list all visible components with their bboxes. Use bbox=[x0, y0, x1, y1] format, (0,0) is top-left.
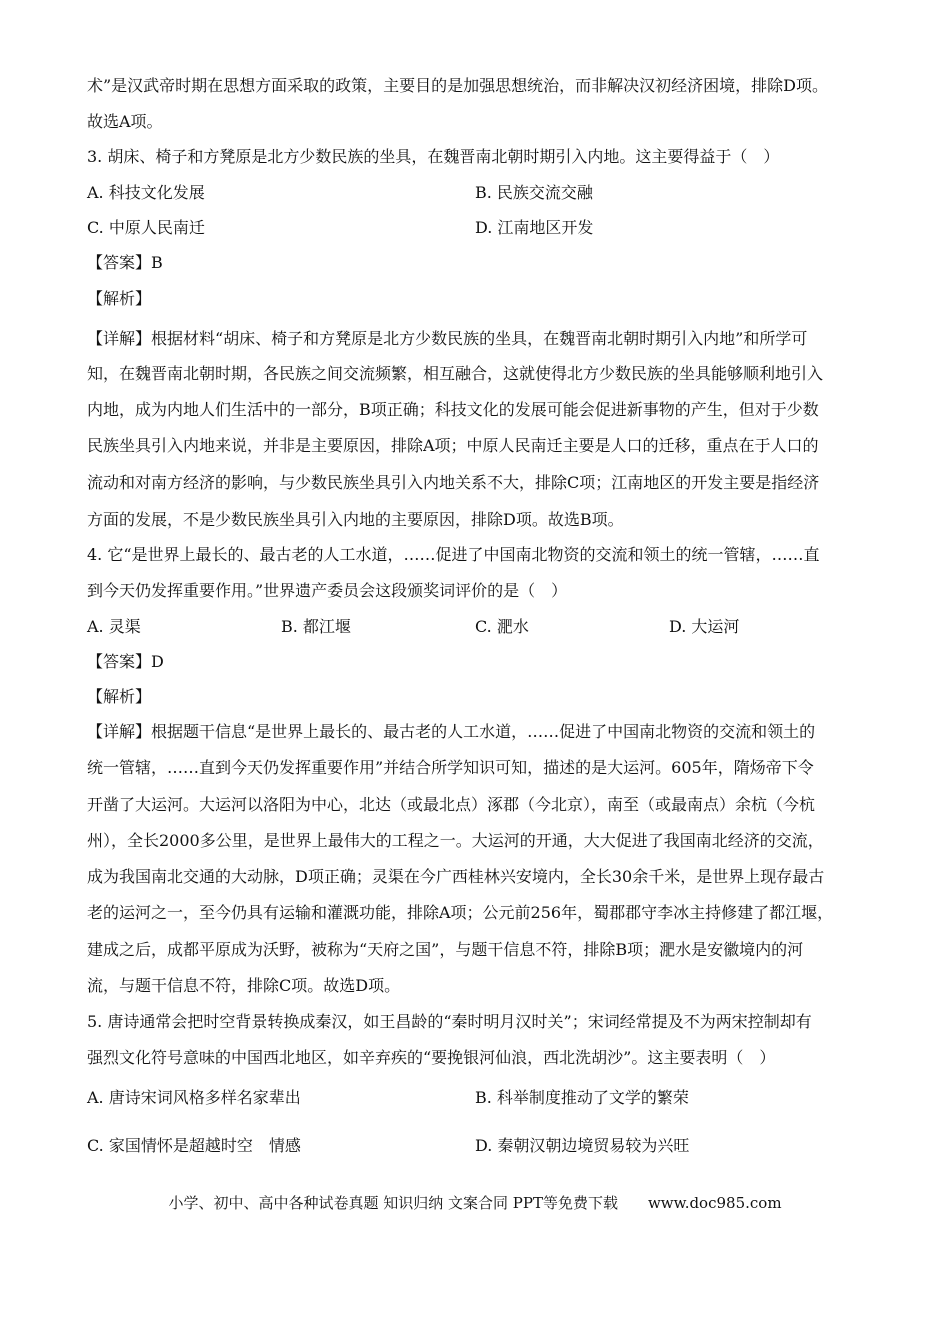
q4-detail-line: 流，与题干信息不符，排除C项。故选D项。 bbox=[87, 976, 401, 995]
q4-answer: 【答案】D bbox=[87, 652, 164, 671]
q4-detail-line: 建成之后，成都平原成为沃野，被称为“天府之国”，与题干信息不符，排除B项；淝水是安徽境内的河 bbox=[87, 940, 804, 959]
q4-detail-line: 老的运河之一，至今仍具有运输和灌溉功能，排除A项；公元前256年，蜀郡郡守李冰主持修建了都江堰， bbox=[87, 903, 834, 922]
q5-option-d: D. 秦朝汉朝边境贸易较为兴旺 bbox=[475, 1136, 690, 1155]
q3-detail-line: 流动和对南方经济的影响，与少数民族坐具引入内地关系不大，排除C项；江南地区的开发主要是指经济 bbox=[87, 473, 820, 492]
q4-stem-line-1: 4. 它“是世界上最长的、最古老的人工水道，……促进了中国南北物资的交流和领土的统一管辖，……直 bbox=[87, 545, 820, 564]
q5-option-b: B. 科举制度推动了文学的繁荣 bbox=[475, 1088, 689, 1107]
q4-detail-line: 州），全长2000多公里，是世界上最伟大的工程之一。大运河的开通，大大促进了我国南北经济的交流， bbox=[87, 831, 824, 850]
q3-option-c: C. 中原人民南迁 bbox=[87, 218, 205, 237]
prev-analysis-line-1: 术”是汉武帝时期在思想方面采取的政策，主要目的是加强思想统治，而非解决汉初经济困境，排除D项。 bbox=[87, 76, 829, 95]
q5-stem-line-2: 强烈文化符号意味的中国西北地区，如辛弃疾的“要挽银河仙浪，西北洗胡沙”。这主要表明（ ） bbox=[87, 1048, 776, 1067]
q3-option-d: D. 江南地区开发 bbox=[475, 218, 594, 237]
q4-analysis-heading: 【解析】 bbox=[87, 687, 152, 706]
q3-option-b: B. 民族交流交融 bbox=[475, 183, 593, 202]
q4-option-a: A. 灵渠 bbox=[87, 617, 141, 636]
q4-option-c: C. 淝水 bbox=[475, 617, 529, 636]
q3-detail-line: 方面的发展，不是少数民族坐具引入内地的主要原因，排除D项。故选B项。 bbox=[87, 510, 624, 529]
q3-detail-line: 民族坐具引入内地来说，并非是主要原因，排除A项；中原人民南迁主要是人口的迁移，重点在于人口的 bbox=[87, 436, 819, 455]
q4-detail-line: 开凿了大运河。大运河以洛阳为中心，北达（或最北点）涿郡（今北京），南至（或最南点）余杭（今杭 bbox=[87, 795, 816, 814]
q4-stem-line-2: 到今天仍发挥重要作用。”世界遗产委员会这段颁奖词评价的是（ ） bbox=[87, 581, 568, 600]
q3-analysis-heading: 【解析】 bbox=[87, 289, 152, 308]
q3-detail-line: 知，在魏晋南北朝时期，各民族之间交流频繁，相互融合，这就使得北方少数民族的坐具能够顺利地引入 bbox=[87, 364, 824, 383]
q3-answer: 【答案】B bbox=[87, 253, 163, 272]
q4-detail-line: 【详解】根据题干信息“是世界上最长的、最古老的人工水道，……促进了中国南北物资的交流和领土的 bbox=[87, 722, 816, 741]
q3-stem: 3. 胡床、椅子和方凳原是北方少数民族的坐具，在魏晋南北朝时期引入内地。这主要得益于（ ） bbox=[87, 147, 780, 166]
page-footer: 小学、初中、高中各种试卷真题 知识归纳 文案合同 PPT等免费下载 www.doc985.com bbox=[168, 1194, 782, 1212]
q4-option-b: B. 都江堰 bbox=[281, 617, 351, 636]
q5-option-c: C. 家国情怀是超越时空 情感 bbox=[87, 1136, 301, 1155]
q4-detail-line: 成为我国南北交通的大动脉，D项正确；灵渠在今广西桂林兴安境内，全长30余千米，是世界上现存最古 bbox=[87, 867, 825, 886]
q5-stem-line-1: 5. 唐诗通常会把时空背景转换成秦汉，如王昌龄的“秦时明月汉时关”；宋词经常提及不为两宋控制却有 bbox=[87, 1012, 812, 1031]
q5-option-a: A. 唐诗宋词风格多样名家辈出 bbox=[87, 1088, 301, 1107]
q3-detail-line: 内地，成为内地人们生活中的一部分，B项正确；科技文化的发展可能会促进新事物的产生，但对于少数 bbox=[87, 400, 819, 419]
q3-detail-line: 【详解】根据材料“胡床、椅子和方凳原是北方少数民族的坐具，在魏晋南北朝时期引入内地”和所学可 bbox=[87, 329, 808, 348]
q4-detail-line: 统一管辖，……直到今天仍发挥重要作用”并结合所学知识可知，描述的是大运河。605年，隋炀帝下令 bbox=[87, 758, 814, 777]
q3-option-a: A. 科技文化发展 bbox=[87, 183, 205, 202]
prev-analysis-line-2: 故选A项。 bbox=[87, 112, 163, 131]
q4-option-d: D. 大运河 bbox=[669, 617, 740, 636]
